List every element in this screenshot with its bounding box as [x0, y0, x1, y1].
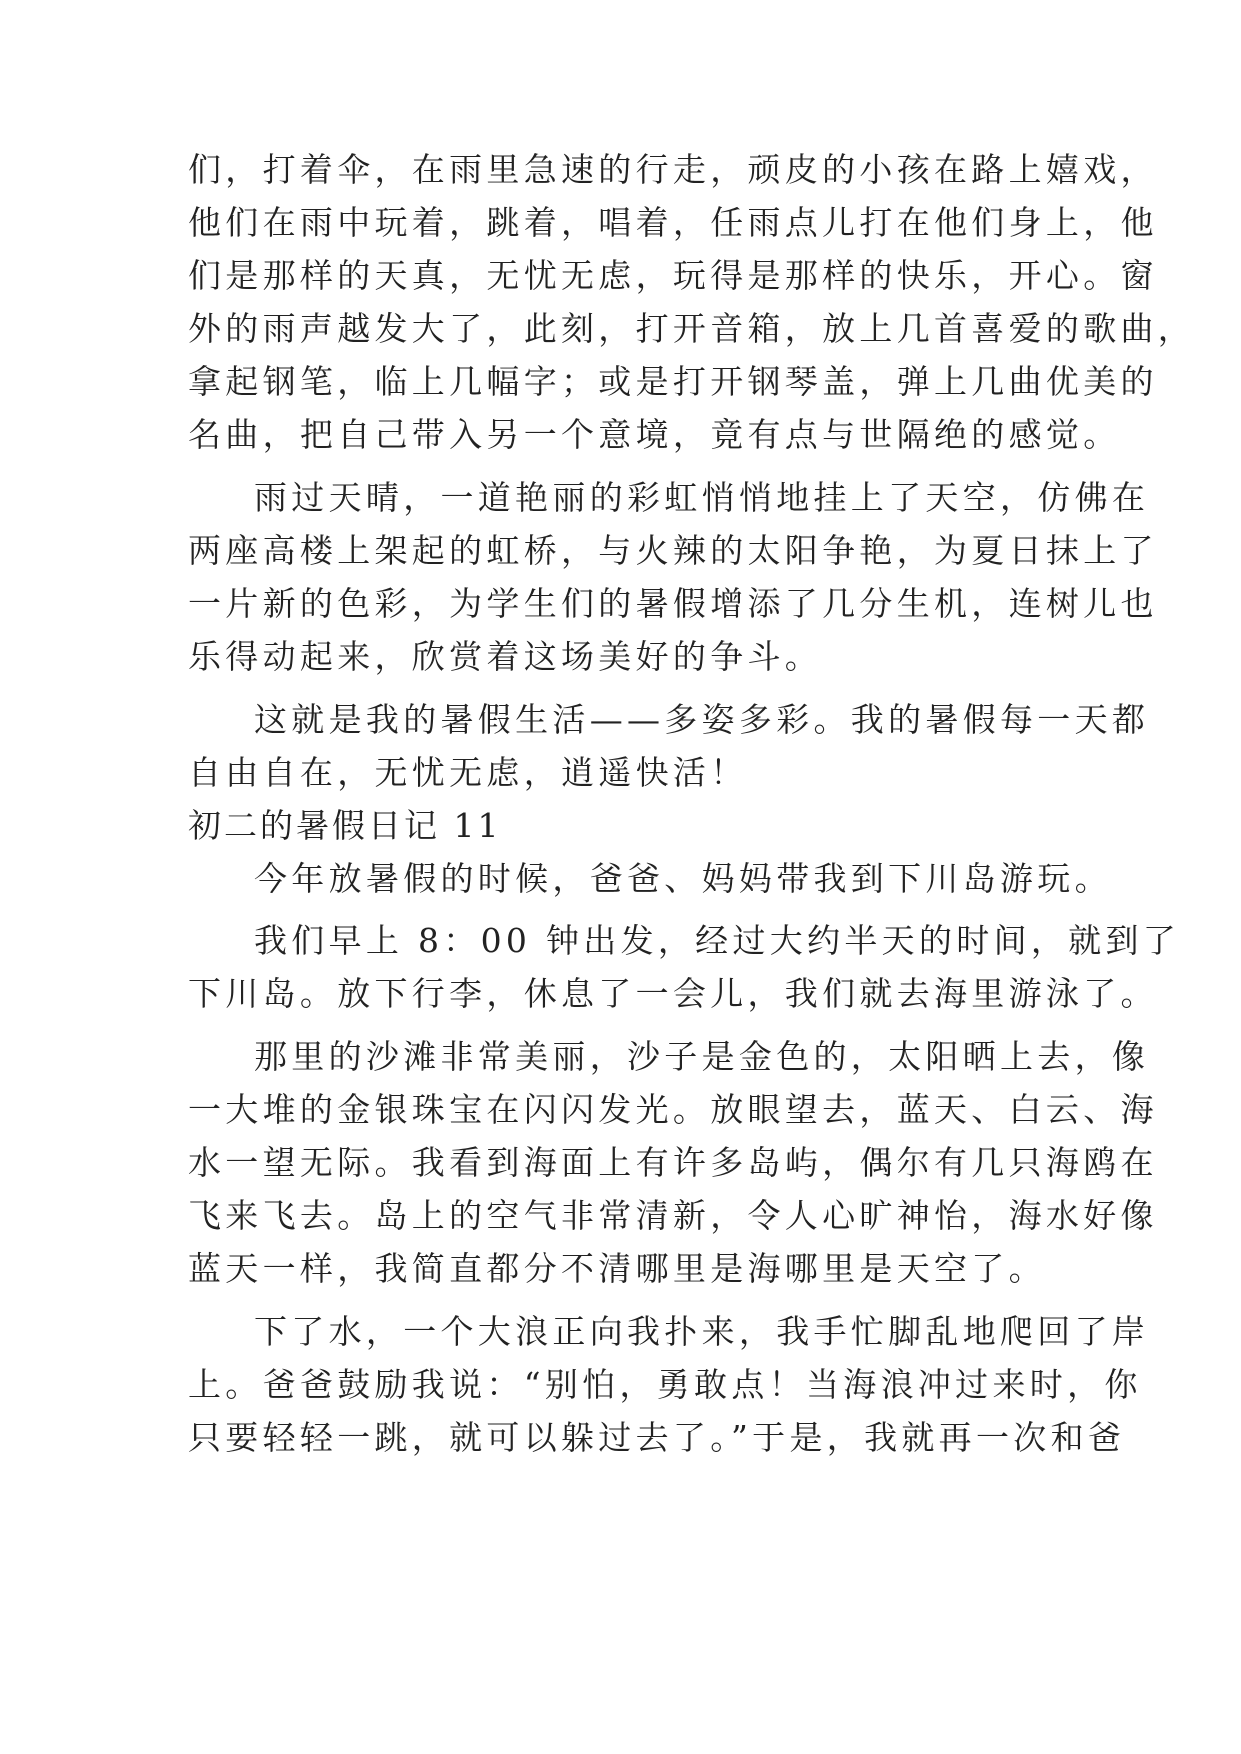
text-line: 他们在雨中玩着，跳着，唱着，任雨点儿打在他们身上，他	[188, 203, 1158, 242]
text-line: 两座高楼上架起的虹桥，与火辣的太阳争艳，为夏日抹上了	[188, 531, 1158, 570]
text-line: 蓝天一样，我简直都分不清哪里是海哪里是天空了。	[188, 1249, 1046, 1288]
paragraph-first-line: 那里的沙滩非常美丽，沙子是金色的，太阳晒上去，像	[254, 1037, 1150, 1076]
paragraph-first-line: 今年放暑假的时候，爸爸、妈妈带我到下川岛游玩。	[254, 859, 1112, 898]
text-line: 飞来飞去。岛上的空气非常清新，令人心旷神怡，海水好像	[188, 1196, 1158, 1235]
text-line: 们是那样的天真，无忧无虑，玩得是那样的快乐，开心。窗	[188, 256, 1158, 295]
text-line: 水一望无际。我看到海面上有许多岛屿，偶尔有几只海鸥在	[188, 1143, 1158, 1182]
paragraph-first-line: 这就是我的暑假生活——多姿多彩。我的暑假每一天都	[254, 700, 1150, 739]
text-line: 上。爸爸鼓励我说：“别怕，勇敢点！当海浪冲过来时，你	[188, 1365, 1142, 1404]
section-heading: 初二的暑假日记 11	[188, 806, 502, 845]
text-line: 一大堆的金银珠宝在闪闪发光。放眼望去，蓝天、白云、海	[188, 1090, 1158, 1129]
text-line: 一片新的色彩，为学生们的暑假增添了几分生机，连树儿也	[188, 584, 1158, 623]
text-line: 自由自在，无忧无虑，逍遥快活！	[188, 753, 748, 792]
paragraph-first-line: 雨过天晴，一道艳丽的彩虹悄悄地挂上了天空，仿佛在	[254, 478, 1150, 517]
text-line: 拿起钢笔，临上几幅字；或是打开钢琴盖，弹上几曲优美的	[188, 362, 1158, 401]
text-line: 们，打着伞，在雨里急速的行走，顽皮的小孩在路上嬉戏，	[188, 150, 1158, 189]
text-line: 只要轻轻一跳，就可以躲过去了。”于是，我就再一次和爸	[188, 1418, 1126, 1457]
text-line: 名曲，把自己带入另一个意境，竟有点与世隔绝的感觉。	[188, 415, 1121, 454]
paragraph-first-line: 下了水，一个大浪正向我扑来，我手忙脚乱地爬回了岸	[254, 1312, 1150, 1351]
text-line: 乐得动起来，欣赏着这场美好的争斗。	[188, 637, 823, 676]
text-line: 下川岛。放下行李，休息了一会儿，我们就去海里游泳了。	[188, 974, 1158, 1013]
text-line: 外的雨声越发大了，此刻，打开音箱，放上几首喜爱的歌曲，	[188, 309, 1196, 348]
paragraph-first-line: 我们早上 8：00 钟出发，经过大约半天的时间，就到了	[254, 921, 1181, 960]
